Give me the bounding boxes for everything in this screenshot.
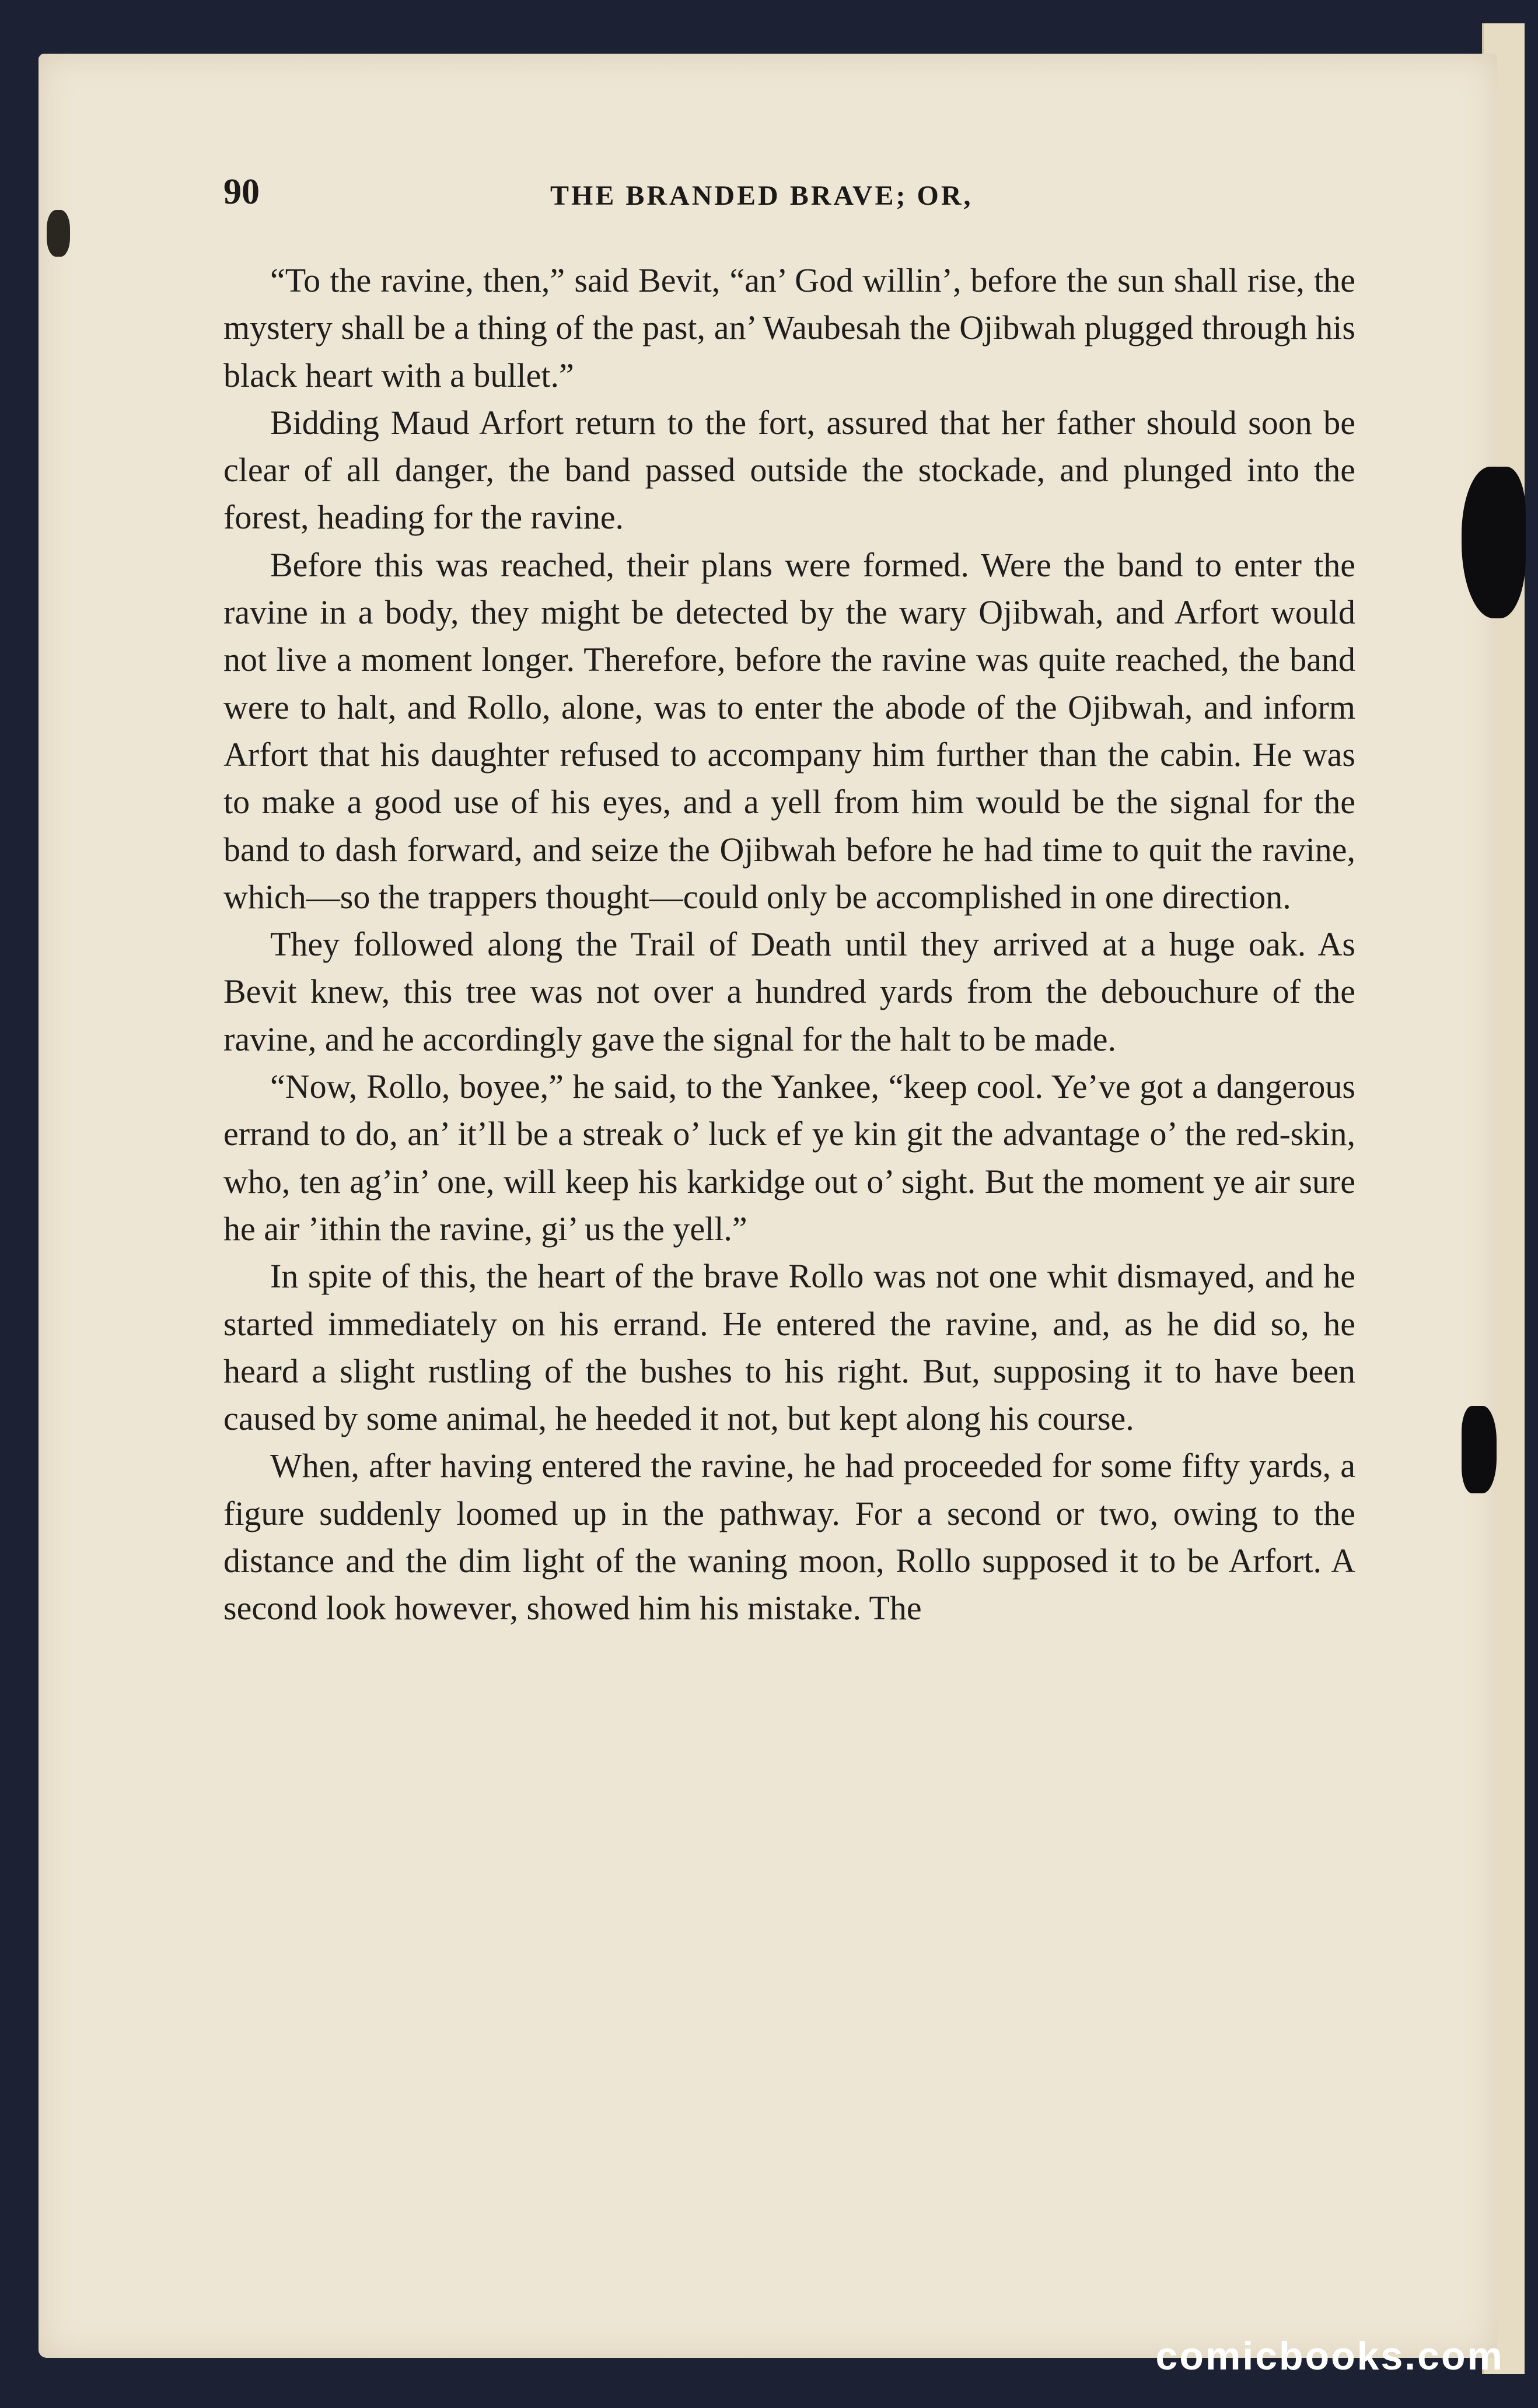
body-text	[223, 257, 1355, 1632]
ink-smudge	[47, 210, 70, 257]
paragraph: “Now, Rollo, boyee,” he said, to the Yankee, “keep cool. Ye’ve got a dangerous errand to do, an’ it’ll be a streak o’ luck ef ye kin git the advantage o’ the red-skin, who, ten ag’in’ one, will keep his karkidge out o’ sight. But the moment ye air sure he air ’ithin the ravine, gi’ us the yell.”	[223, 1068, 1355, 1248]
paragraph: When, after having entered the ravine, he had proceeded for some fifty yards, a figure suddenly loomed up in the pathway. For a second or two, owing to the distance and the dim light of the waning moon, Rollo supposed it to be Arfort. A second look however, showed him his mistake. The	[223, 1447, 1355, 1628]
paragraph: Bidding Maud Arfort return to the fort, assured that her father should soon be clear of all danger, the band passed outside the stockade, and plunged into the forest, heading for the ravine.	[223, 403, 1355, 537]
running-head: THE BRANDED BRAVE; OR,	[550, 180, 973, 211]
paragraph: “To the ravine, then,” said Bevit, “an’ God willin’, before the sun shall rise, the mystery shall be a thing of the past, an’ Waubesah the Ojibwah plugged through his black heart with a bullet.”	[223, 261, 1355, 394]
paragraph: They followed along the Trail of Death until they arrived at a huge oak. As Bevit knew, this tree was not over a hundred yards from the debouchure of the ravine, and he accordingly gave the signal for the halt to be made.	[223, 925, 1355, 1058]
binding-hole-bottom	[1462, 1406, 1497, 1493]
binding-hole-top	[1462, 467, 1526, 618]
watermark: comicbooks.com	[1155, 2334, 1504, 2378]
page-number: 90	[223, 172, 260, 212]
paragraph: In spite of this, the heart of the brave Rollo was not one whit dismayed, and he started immediately on his errand. He entered the ravine, and, as he did so, he heard a slight rustling of the bushes to his right. But, supposing it to have been caused by some animal, he heeded it not, but kept along his course.	[223, 1257, 1355, 1438]
page-header	[223, 172, 1355, 218]
paragraph: Before this was reached, their plans were formed. Were the band to enter the ravine in a body, they might be detected by the wary Ojibwah, and Arfort would not live a moment longer. Therefore, before the ravine was quite reached, the band were to halt, and Rollo, alone, was to enter the abode of the Ojibwah, and inform Arfort that his daughter refused to accompany him further than the cabin. He was to make a good use of his eyes, and a yell from him would be the signal for the band to dash forward, and seize the Ojibwah before he had time to quit the ravine, which—so the trappers thought—could only be accomplished in one direction.	[223, 545, 1355, 916]
